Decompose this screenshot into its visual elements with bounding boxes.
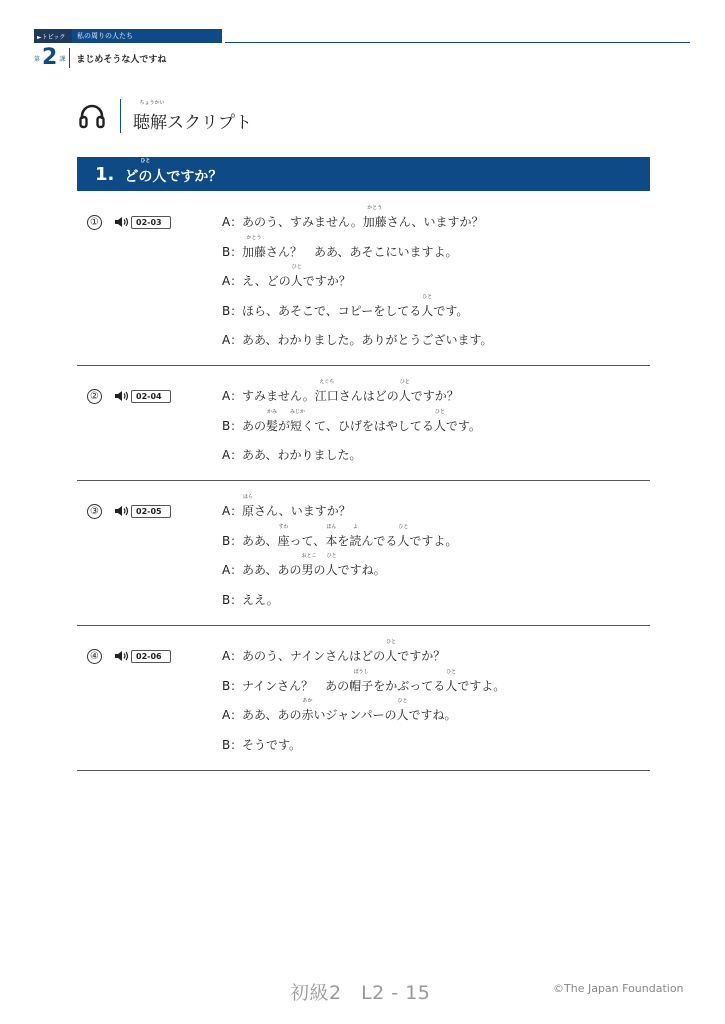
dialogue-lines: [222, 205, 493, 361]
ruby-base: 短: [290, 418, 303, 433]
line-text: ああ、わかりました。: [242, 448, 362, 462]
ruby-word: [398, 379, 411, 405]
dialogue-number: ③: [87, 504, 102, 519]
speaker-label: B：: [222, 418, 243, 433]
ruby-word: [325, 553, 338, 579]
ruby-word: [325, 523, 338, 550]
speaker-label: B：: [222, 244, 243, 259]
ruby-reading: ぼうし: [353, 668, 369, 675]
exercise-title-text: どの人ですか？: [124, 169, 223, 185]
exercise-number: 1.: [95, 163, 115, 185]
ruby-reading: ひと: [386, 639, 397, 645]
line-text: が: [278, 418, 291, 433]
audio-icon: [114, 504, 130, 518]
ruby-word: [421, 293, 434, 320]
speaker-label: B：: [222, 737, 243, 752]
ruby-reading: はら: [243, 494, 254, 500]
ruby-base: 人: [421, 303, 434, 318]
ruby-word: [277, 523, 290, 550]
line-text: あのう、ナインさんはどの: [242, 649, 386, 663]
dialogue-block: [77, 639, 650, 771]
dialogue-line: [222, 668, 506, 707]
audio-track-button[interactable]: 02-06: [131, 650, 171, 663]
ruby-reading: ひと: [446, 668, 457, 675]
ruby-reading: ひと: [422, 293, 433, 300]
ruby-base: 人: [385, 649, 398, 663]
ruby-reading: ほん: [326, 523, 337, 530]
line-text: さん？ ああ、あそこにいますよ。: [266, 244, 458, 259]
line-text: ですね。: [408, 708, 457, 722]
dialogue-line: [222, 553, 457, 591]
ruby-word: [301, 553, 317, 579]
dialogue-block: [77, 494, 650, 626]
lesson-separator: [69, 48, 70, 68]
line-text: あの: [242, 418, 267, 433]
dialogue-line: [222, 408, 481, 447]
dialogue-line: [222, 264, 493, 302]
ruby-word: [385, 639, 398, 665]
ruby-base: 加藤: [362, 215, 387, 229]
audio-icon: [114, 389, 130, 403]
ruby-reading: ひと: [397, 698, 408, 704]
dialogue-line: [222, 446, 481, 476]
line-text: さん、いますか？: [386, 215, 484, 229]
section-divider: [120, 99, 121, 133]
ruby-word: [290, 408, 306, 435]
topic-label: ►トピック: [34, 29, 72, 43]
headphones-icon: [78, 102, 106, 130]
line-text: ああ、あの: [242, 563, 302, 577]
line-text: ですか？: [397, 649, 446, 663]
line-text: って、: [289, 533, 326, 548]
lesson-heading: [34, 47, 166, 69]
line-text: ナインさん？ あの: [242, 678, 350, 693]
line-text: ですか？: [302, 274, 351, 288]
speaker-label: B：: [222, 592, 243, 607]
ruby-base: 帽子: [349, 678, 374, 693]
audio-track-button[interactable]: 02-04: [131, 390, 171, 403]
ruby-base: 赤: [301, 708, 314, 722]
ruby-base: 江口: [314, 389, 339, 403]
ruby-word: [396, 698, 409, 724]
section-title-text: 聴解スクリプト: [133, 112, 252, 133]
ruby-word: [433, 408, 446, 435]
ruby-word: [362, 205, 387, 231]
audio-icon: [114, 649, 130, 663]
ruby-reading: かとう: [246, 234, 262, 241]
exercise-title: [124, 158, 223, 186]
line-text: さんはどの: [338, 389, 399, 403]
dialogue-number: ①: [87, 215, 102, 230]
ruby-word: [349, 523, 362, 550]
audio-icon: [114, 215, 130, 229]
line-text: いジャンパーの: [313, 708, 397, 722]
ruby-reading: えぐち: [319, 379, 335, 385]
section-title: [133, 99, 252, 133]
ruby-base: 人: [397, 533, 410, 548]
ruby-reading: ひと: [326, 553, 337, 559]
ruby-base: 人: [290, 274, 303, 288]
dialogue-line: [222, 698, 505, 736]
line-text: ほら、あそこで、コピーをしてる: [242, 303, 422, 318]
dialogue-line: [222, 331, 493, 361]
ruby-word: [242, 234, 267, 261]
dialogue-marker: [87, 387, 171, 405]
ruby-base: 人: [325, 563, 338, 577]
ruby-word: [314, 379, 339, 405]
ruby-base: 人: [433, 418, 446, 433]
ruby-base: 人: [396, 708, 409, 722]
speaker-label: A：: [222, 274, 243, 288]
header-rule: [225, 42, 690, 43]
line-text: さん、いますか？: [254, 504, 351, 518]
ruby-base: 男: [301, 563, 314, 577]
line-text: くて、ひげをはやしてる: [302, 418, 434, 433]
speaker-label: A：: [222, 389, 243, 403]
ruby-reading: みじか: [290, 408, 306, 415]
dialogue-marker: [87, 502, 171, 520]
speaker-label: B：: [222, 533, 243, 548]
line-text: ですね。: [337, 563, 386, 577]
lesson-number: 2: [42, 45, 58, 70]
dialogue-lines: [222, 639, 506, 765]
section-heading: [78, 99, 252, 133]
ruby-reading: あか: [302, 698, 313, 704]
ruby-reading: ひと: [399, 379, 410, 385]
ruby-word: [266, 408, 279, 435]
speaker-label: A：: [222, 333, 243, 347]
line-text: ですよ。: [409, 533, 458, 548]
dialogue-lines: [222, 379, 481, 476]
line-text: ああ、: [242, 533, 278, 548]
lesson-dai: 第: [34, 55, 41, 63]
line-text: ああ、わかりました。ありがとうございます。: [242, 333, 493, 347]
ruby-word: [301, 698, 314, 724]
dialogue-line: [222, 234, 493, 273]
ruby-base: 座: [277, 533, 290, 548]
ruby-word: [445, 668, 458, 695]
dialogue-marker: [87, 213, 171, 231]
dialogue-number: ②: [87, 389, 102, 404]
speaker-label: A：: [222, 708, 243, 722]
ruby-reading: ひと: [434, 408, 445, 415]
speaker-label: B：: [222, 678, 243, 693]
ruby-word: [242, 494, 255, 520]
dialogue-line: [222, 293, 493, 332]
line-text: すみません。: [242, 389, 315, 403]
line-text: あのう、すみません。: [242, 215, 363, 229]
speaker-label: A：: [222, 215, 243, 229]
ruby-reading: かとう: [367, 205, 383, 211]
lesson-ka: 課: [59, 55, 66, 63]
exercise-title-ruby: ひと: [140, 158, 151, 164]
dialogue-line: [222, 591, 457, 621]
speaker-label: A：: [222, 649, 243, 663]
ruby-reading: かみ: [267, 408, 278, 415]
ruby-base: 人: [398, 389, 411, 403]
line-text: そうです。: [242, 737, 302, 752]
ruby-base: 加藤: [242, 244, 267, 259]
line-text: です。: [445, 418, 481, 433]
ruby-base: 髪: [266, 418, 279, 433]
ruby-reading: おとこ: [301, 553, 317, 559]
lesson-title: まじめそうな人ですね: [76, 54, 167, 65]
topic-title: 私の周りの人たち: [72, 29, 222, 43]
copyright: ©The Japan Foundation: [553, 982, 684, 995]
line-text: んでる: [361, 533, 398, 548]
page-number: 初級2 L2 - 15: [290, 982, 431, 1004]
line-text: ですか？: [410, 389, 459, 403]
ruby-reading: ひと: [398, 523, 409, 530]
dialogue-line: [222, 494, 457, 532]
ruby-reading: ひと: [291, 264, 302, 270]
section-title-ruby: ちょうかい: [139, 99, 165, 106]
ruby-base: 本: [325, 533, 338, 548]
ruby-word: [349, 668, 374, 695]
line-text: え、どの: [242, 274, 291, 288]
dialogue-marker: [87, 647, 171, 665]
dialogue-block: [77, 379, 650, 481]
ruby-word: [397, 523, 410, 550]
ruby-reading: よ: [352, 523, 358, 530]
line-text: です。: [433, 303, 469, 318]
ruby-reading: すわ: [278, 523, 289, 530]
speaker-label: A：: [222, 448, 243, 462]
header-tabs: [34, 29, 222, 43]
line-text: ええ。: [242, 592, 279, 607]
ruby-base: 原: [242, 504, 255, 518]
audio-track-button[interactable]: 02-03: [131, 216, 171, 229]
speaker-label: A：: [222, 504, 243, 518]
line-text: を: [337, 533, 350, 548]
ruby-base: 人: [445, 678, 458, 693]
dialogue-line: [222, 523, 458, 562]
dialogue-lines: [222, 494, 458, 620]
line-text: の: [313, 563, 326, 577]
speaker-label: B：: [222, 303, 243, 318]
line-text: をかぶってる: [373, 678, 446, 693]
ruby-base: 読: [349, 533, 362, 548]
exercise-bar: [77, 157, 650, 191]
line-text: ですよ。: [457, 678, 506, 693]
audio-track-button[interactable]: 02-05: [131, 505, 171, 518]
speaker-label: A：: [222, 563, 243, 577]
dialogue-block: [77, 205, 650, 366]
dialogue-number: ④: [87, 649, 102, 664]
line-text: ああ、あの: [242, 708, 302, 722]
dialogue-line: [222, 736, 505, 766]
ruby-word: [290, 264, 303, 290]
